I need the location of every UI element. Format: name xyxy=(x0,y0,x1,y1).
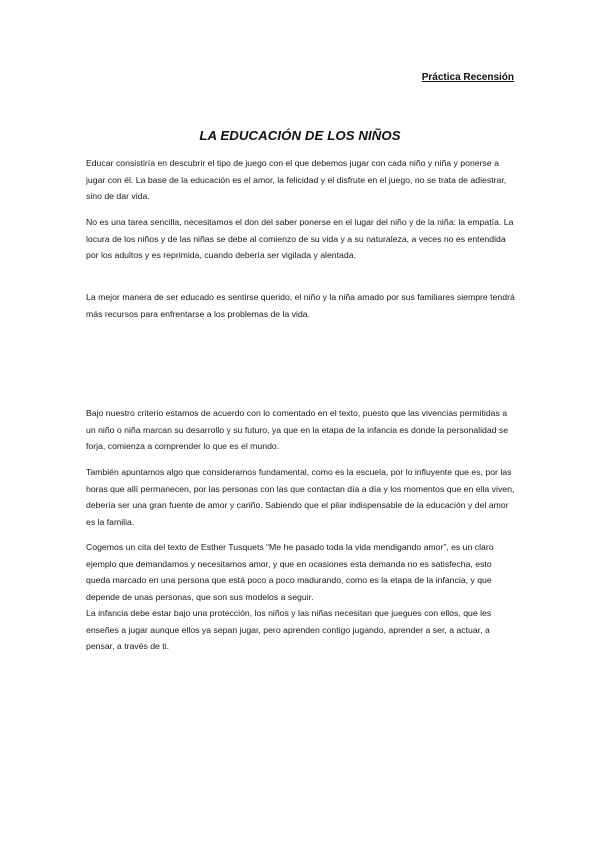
document-title: LA EDUCACIÓN DE LOS NIÑOS xyxy=(199,128,401,143)
paragraph-2: No es una tarea sencilla, necesitamos el don del saber ponerse en el lugar del niño y de la niña: la empatía. La locura de los niños y de las niñas se debe al comienzo de su vida y a su naturaleza, a veces no es entendida por los adultos y es reprimida, cuando debería ser vigilada y alentada. xyxy=(86,217,514,260)
paragraph-6: Cogemos un cita del texto de Esther Tusquets “Me he pasado toda la vida mendigando amor”, es un claro ejemplo que demandamos y necesitamos amor, y que en ocasiones esta demanda no es satisfecha, esto queda marcado en una persona que está poco a poco madurando, como es la etapa de la infancia, y que depende de unas personas, que son sus modelos a seguir. xyxy=(86,542,494,602)
paragraph-3: La mejor manera de ser educado es sentirse querido, el niño y la niña amado por sus familiares siempre tendrá más recursos para enfrentarse a los problemas de la vida. xyxy=(86,292,515,319)
paragraph-5: También apuntamos algo que consideramos fundamental, como es la escuela, por lo influyente que es, por las horas que allí permanecen, por las personas con las que contactan día a día y los momentos que en ella viven, debería ser una gran fuente de amor y cariño. Sabiendo que el pilar indispensable de la educación y del amor es la familia. xyxy=(86,467,515,527)
paragraph-7: La infancia debe estar bajo una protección, los niños y las niñas necesitan que juegues con ellos, que les enseñes a jugar aunque ellos ya sepan jugar, pero aprenden contigo jugando, aprender a ser, a actuar, a pensar, a través de ti. xyxy=(86,608,492,651)
paragraph-4: Bajo nuestro criterio estamos de acuerdo con lo comentado en el texto, puesto que las vivencias permitidas a un niño o niña marcan su desarrollo y su futuro, ya que en la etapa de la infancia es donde la personalidad se forja, comienza a comprender lo que es el mundo. xyxy=(86,408,509,451)
header-label: Práctica Recensión xyxy=(421,72,514,83)
paragraph-1: Educar consistiría en descubrir el tipo de juego con el que debemos jugar con cada niño y niña y ponerse a jugar con él. La base de la educación es el amor, la felicidad y el disfrute en el juego, no se trata de adiestrar, sino de dar vida. xyxy=(86,158,507,201)
